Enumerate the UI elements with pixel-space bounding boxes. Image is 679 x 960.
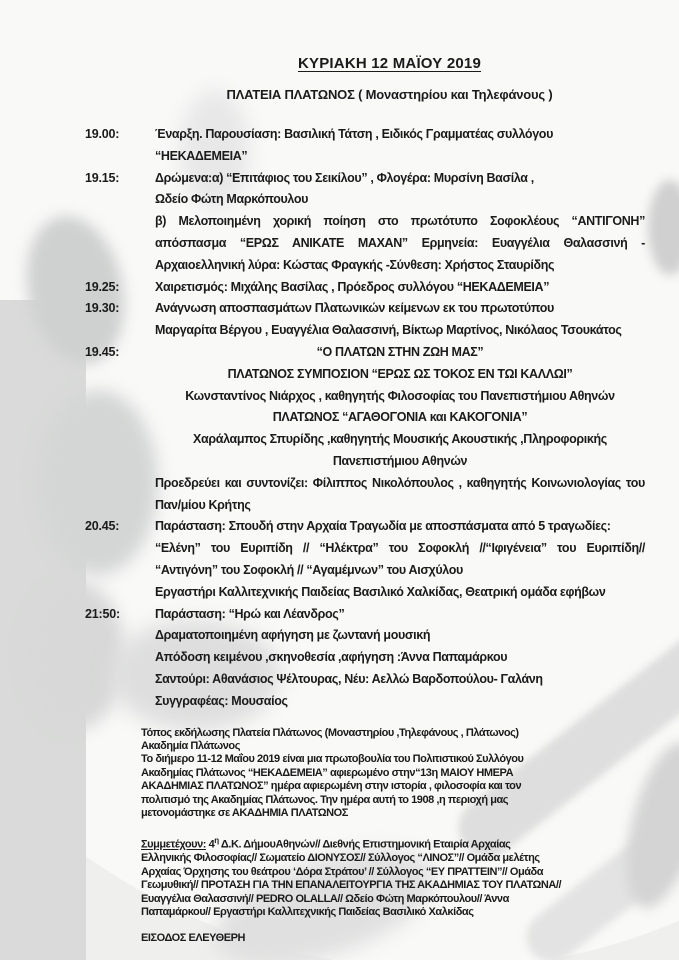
participants-line: Γεωμυθική// ΠΡΟΤΑΣΗ ΓΙΑ ΤΗΝ ΕΠΑΝΑΛΕΙΤΟΥΡΓΙΑ ΤΗΣ ΑΚΑΔΗΜΙΑΣ ΤΟΥ ΠΛΑΤΩΝΑ// bbox=[141, 879, 562, 892]
venue-note-line: Τόπος εκδήλωσης Πλατεία Πλάτωνος (Μοναστηρίου ,Τηλεφάνους , Πλάτωνος) bbox=[141, 726, 519, 739]
schedule-line: Παράσταση: Σπουδή στην Αρχαία Τραγωδία με αποσπάσματα από 5 τραγωδίες: bbox=[155, 519, 611, 534]
participants-line: Ευαγγέλια Θαλασσινή// PEDRO OLALLA// Ωδείο Φώτη Μαρκόπουλου// Άννα bbox=[141, 892, 509, 905]
schedule-line: Δραματοποιημένη αφήγηση με ζωντανή μουσική bbox=[155, 628, 431, 643]
program-footer bbox=[0, 713, 679, 946]
schedule-time: 19.25: bbox=[85, 279, 120, 294]
schedule-line: Εργαστήρι Καλλιτεχνικής Παιδείας Βασιλικό Χαλκίδας, Θεατρική ομάδα εφήβων bbox=[155, 584, 606, 599]
schedule-line: Σαντούρι: Αθανάσιος Ψέλτουρας, Νέυ: Αελλώ Βαρδοπούλου- Γαλάνη bbox=[155, 671, 543, 686]
schedule-time: 19.00: bbox=[85, 127, 120, 141]
schedule-line: Απόδοση κειμένου ,σκηνοθεσία ,αφήγηση :Άννα Παπαμάρκου bbox=[155, 650, 508, 665]
schedule-line: “ΗΕΚΑΔΕΜΕΙΑ” bbox=[155, 148, 248, 163]
history-note-line: μετονομάστηκε σε ΑΚΑΔΗΜΙΑ ΠΛΑΤΩΝΟΣ bbox=[141, 806, 348, 819]
schedule-line: ΠΛΑΤΩΝΟΣ ΣΥΜΠΟΣΙΟΝ “ΕΡΩΣ ΩΣ ΤΟΚΟΣ ΕΝ ΤΩΙ ΚΑΛΛΩΙ” bbox=[227, 366, 573, 381]
schedule-entry bbox=[0, 124, 679, 168]
schedule-line: Χαιρετισμός: Μιχάλης Βασίλας , Πρόεδρος συλλόγου “ΗΕΚΑΔΕΜΕΙΑ” bbox=[155, 279, 550, 294]
ordinal-superscript: η bbox=[214, 836, 219, 846]
history-note-line: Το διήμερο 11-12 Μαΐου 2019 είναι μια πρωτοβουλία του Πολιτιστικού Συλλόγου bbox=[141, 753, 524, 766]
history-note-line: πολιτισμό της Ακαδημίας Πλάτωνος. Την ημέρα αυτή το 1908 ,η περιοχή μας bbox=[141, 793, 509, 806]
schedule-entry bbox=[0, 298, 679, 342]
schedule-line: Πανεπιστήμιου Αθηνών bbox=[332, 453, 468, 468]
schedule-line: Δρώμενα:α) “Επιτάφιος του Σεικίλου” , Φλογέρα: Μυρσίνη Βασίλα , bbox=[155, 170, 534, 185]
schedule-entry bbox=[0, 604, 679, 713]
schedule-line: Κωνσταντίνος Νιάρχος , καθηγητής Φιλοσοφίας του Πανεπιστήμιου Αθηνών bbox=[185, 388, 615, 403]
schedule-line: Παράσταση: “Ηρώ και Λέανδρος” bbox=[155, 606, 345, 621]
schedule-time: 20.45: bbox=[85, 519, 120, 534]
schedule-time: 19.45: bbox=[85, 344, 120, 359]
schedule-time: 21:50: bbox=[85, 606, 120, 621]
schedule-list bbox=[0, 124, 679, 713]
participants-line: Συμμετέχουν: $4^\eta$ Δ.Κ. ΔήμουΑθηνών// Διεθνής Επιστημονική Εταιρία Αρχαίας bbox=[141, 836, 511, 852]
schedule-line: β) Μελοποιημένη χορική ποίηση στο πρωτότυπο Σοφοκλέους “ΑΝΤΙΓΟΝΗ” απόσπασμα “ΕΡΩΣ ΑΝΙΚΑΤΕ ΜΑΧΑΝ” Ερμηνεία: Ευαγγέλια Θαλασσινή - Αρχαιοελληνική λύρα: Κώστας Φραγκής -Σύνθεση: Χρήστος Σταυρίδης bbox=[155, 214, 645, 272]
schedule-entry bbox=[0, 277, 679, 299]
schedule-line: Ωδείο Φώτη Μαρκόπουλου bbox=[155, 192, 309, 207]
spacer bbox=[141, 820, 659, 834]
schedule-line: “Ο ΠΛΑΤΩΝ ΣΤΗΝ ΖΩΗ ΜΑΣ” bbox=[316, 344, 484, 359]
free-entrance-note: ΕΙΣΟΔΟΣ ΕΛΕΥΘΕΡΗ bbox=[141, 932, 245, 945]
schedule-entry bbox=[0, 516, 679, 603]
venue-subtitle: ΠΛΑΤΕΙΑ ΠΛΑΤΩΝΟΣ ( Μοναστηρίου και Τηλεφάνους ) bbox=[226, 87, 553, 102]
participants-line: Παπαμάρκου// Εργαστήρι Καλλιτεχνικής Παιδείας Βασιλικό Χαλκίδας bbox=[141, 906, 474, 919]
participants-line: Ελληνικής Φιλοσοφίας// Σωματείο ΔΙΟΝΥΣΟΣ// Σύλλογος “ΛΙΝΟΣ”// Ομάδα μελέτης bbox=[141, 852, 540, 865]
history-note-line: Ακαδημίας Πλάτωνος “ΗΕΚΑΔΕΜΕΙΑ” αφιερωμένο στην“13η ΜΑΙΟΥ ΗΜΕΡΑ bbox=[141, 766, 514, 779]
schedule-time: 19.30: bbox=[85, 301, 120, 316]
schedule-entry bbox=[0, 168, 679, 277]
schedule-line: Προεδρεύει και συντονίζει: Φίλιππος Νικολόπουλος , καθηγητής Κοινωνιολογίας του Παν/μίου Κρήτης bbox=[155, 475, 645, 512]
history-note-line: ΑΚΑΔΗΜΙΑΣ ΠΛΑΤΩΝΟΣ” ημέρα αφιερωμένη στην ιστορία , φιλοσοφία και τον bbox=[141, 780, 522, 793]
program-header bbox=[100, 55, 679, 102]
page-title: ΚΥΡΙΑΚΗ 12 ΜΑΪΟΥ 2019 bbox=[297, 55, 481, 72]
schedule-line: “Ελένη” του Ευριπίδη // “Ηλέκτρα” του Σοφοκλή //“Ιφιγένεια” του Ευριπίδη// “Αντιγόνη” του Σοφοκλή // “Αγαμέμνων” του Αισχύλου bbox=[155, 541, 645, 577]
schedule-line: Ανάγνωση αποσπασμάτων Πλατωνικών κείμενων εκ του πρωτοτύπου bbox=[155, 301, 554, 316]
venue-note-line: Ακαδημία Πλάτωνος bbox=[141, 739, 240, 752]
schedule-line: Χαράλαμπος Σπυρίδης ,καθηγητής Μουσικής Ακουστικής ,Πληροφορικής bbox=[193, 432, 607, 447]
schedule-time: 19.15: bbox=[85, 170, 120, 185]
participants-label: Συμμετέχουν: bbox=[141, 839, 206, 852]
schedule-line: Συγγραφέας: Μουσαίος bbox=[155, 693, 288, 708]
schedule-line: Μαργαρίτα Βέργου , Ευαγγέλια Θαλασσινή, Βίκτωρ Μαρτίνος, Νικόλαος Τσουκάτος bbox=[155, 323, 622, 338]
schedule-line: ΠΛΑΤΩΝΟΣ “ΑΓΑΘΟΓΟΝΙΑ και ΚΑΚΟΓΟΝΙΑ” bbox=[272, 410, 528, 425]
schedule-line: Έναρξη. Παρουσίαση: Βασιλική Τάτση , Ειδικός Γραμματέας συλλόγου bbox=[155, 127, 554, 141]
participants-line: Αρχαίας Όρχησης του θεάτρου ‘Δόρα Στράτου’ // Σύλλογος “ΕΥ ΠΡΑΤΤΕΙΝ”// Ομάδα bbox=[141, 865, 544, 878]
schedule-entry bbox=[0, 342, 679, 516]
